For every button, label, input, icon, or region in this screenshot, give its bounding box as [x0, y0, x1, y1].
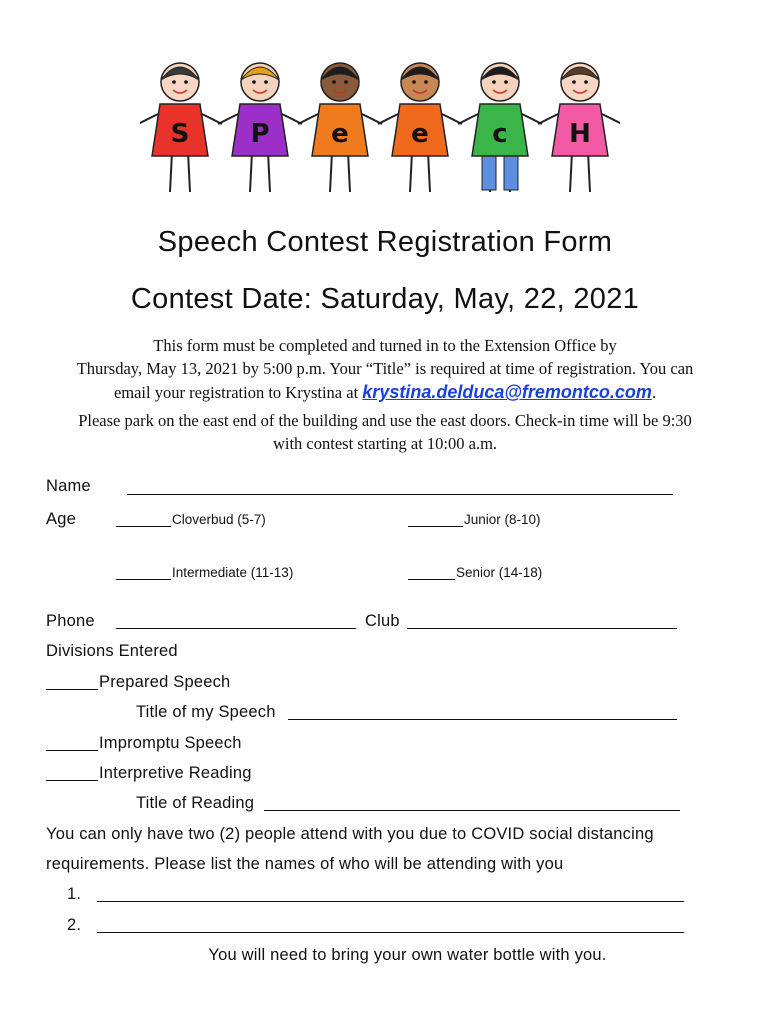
email-link[interactable]: krystina.delduca@fremontco.com: [362, 382, 652, 402]
impromptu-blank[interactable]: [46, 750, 98, 751]
form-title: Speech Contest Registration Form: [157, 226, 613, 258]
club-field[interactable]: [407, 628, 677, 629]
instructions-line3-post: .: [651, 383, 657, 402]
intermediate-blank[interactable]: [116, 579, 171, 580]
divisions-label: Divisions Entered: [46, 642, 178, 660]
parking-info: [30, 409, 740, 455]
cloverbud-blank[interactable]: [116, 526, 171, 527]
kid-figure: [538, 63, 620, 192]
instructions-line3-pre: email your registration to Krystina at: [113, 383, 363, 402]
covid-notice-line1: You can only have two (2) people attend with you due to COVID social distancing: [46, 825, 654, 843]
shirt-letter: e: [331, 119, 349, 149]
parking-line2: with contest starting at 10:00 a.m.: [272, 434, 498, 453]
water-notice: You will need to bring your own water bottle with you.: [208, 946, 607, 964]
phone-label: Phone: [46, 612, 95, 630]
senior-option: Senior (14-18): [456, 565, 543, 580]
interpretive-blank[interactable]: [46, 780, 98, 781]
club-label: Club: [365, 612, 400, 630]
prepared-blank[interactable]: [46, 689, 98, 690]
junior-option: Junior (8-10): [464, 512, 541, 527]
prepared-speech-label: Prepared Speech: [99, 673, 231, 691]
phone-field[interactable]: [116, 628, 356, 629]
title-speech-label: Title of my Speech: [136, 703, 276, 721]
senior-blank[interactable]: [408, 579, 455, 580]
cloverbud-option: Cloverbud (5-7): [172, 512, 266, 527]
attendee-2-label: 2.: [67, 916, 82, 934]
interpretive-reading-label: Interpretive Reading: [99, 764, 252, 782]
kid-figure: [140, 63, 222, 192]
attendee-1-label: 1.: [67, 885, 82, 903]
shirt-letter: S: [170, 119, 190, 149]
name-field[interactable]: [127, 494, 673, 495]
contest-date: Contest Date: Saturday, May, 22, 2021: [130, 283, 640, 315]
instructions-line1: This form must be completed and turned in to the Extension Office by: [153, 336, 617, 355]
covid-notice-line2: requirements. Please list the names of who will be attending with you: [46, 855, 564, 873]
title-speech-field[interactable]: [288, 719, 677, 720]
kid-figure: [458, 63, 542, 192]
speech-kids-banner: [140, 52, 620, 200]
shirt-letter: P: [250, 119, 270, 149]
name-label: Name: [46, 477, 91, 495]
title-reading-label: Title of Reading: [136, 794, 255, 812]
age-label: Age: [46, 510, 76, 528]
instructions-line3: [30, 381, 740, 404]
shirt-letter: e: [411, 119, 429, 149]
shirt-letter: H: [569, 119, 591, 149]
intermediate-option: Intermediate (11-13): [172, 565, 294, 580]
parking-line1: Please park on the east end of the building and use the east doors. Check-in time will be 9:30: [78, 411, 692, 430]
instructions: [30, 334, 740, 404]
title-reading-field[interactable]: [264, 810, 680, 811]
junior-blank[interactable]: [408, 526, 463, 527]
attendee-2-field[interactable]: [97, 932, 684, 933]
impromptu-speech-label: Impromptu Speech: [99, 734, 242, 752]
attendee-1-field[interactable]: [97, 901, 684, 902]
kid-figure: [218, 63, 302, 192]
shirt-letter: c: [492, 119, 508, 149]
instructions-line2: Thursday, May 13, 2021 by 5:00 p.m. Your “Title” is required at time of registration. You can: [76, 359, 694, 378]
kid-figure: [298, 63, 382, 192]
kid-figure: [378, 63, 462, 192]
